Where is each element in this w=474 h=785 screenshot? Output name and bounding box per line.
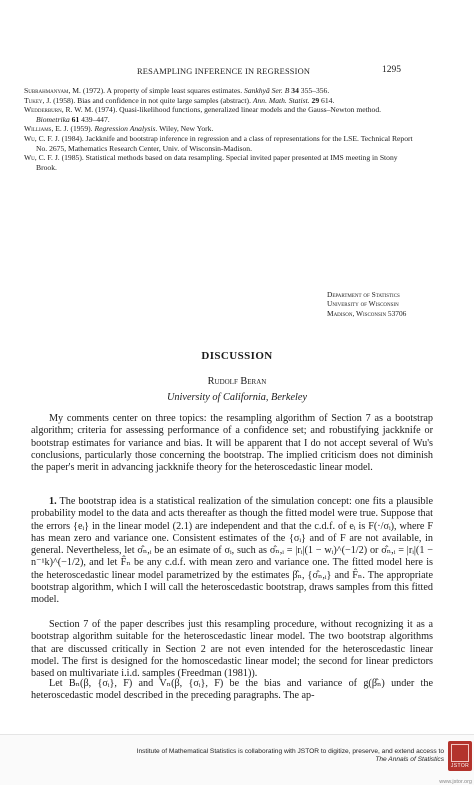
ref-pages: 355–356. [300,86,330,95]
footer-journal-link[interactable]: The Annals of Statistics [375,756,444,764]
ref-author: Wedderburn, R. W. M. [24,105,94,115]
reference-item [24,134,416,153]
paragraph-section-1 [31,496,433,607]
paragraph-intro [31,413,433,474]
ref-author: Wu, C. F. J. [24,153,60,163]
address-line: University of Wisconsin [327,299,399,309]
ref-journal: Regression Analysis. [94,124,158,134]
ref-journal: Sankhyā Ser. B [244,86,290,95]
paragraph-text: Let Bₙ(β, {σᵢ}, F) and Vₙ(β, {σᵢ}, F) be the bias and variance of g(β̂ₙ) under the heteroscedastic model described in the preceding paragraphs. The ap- [31,678,433,702]
section-title: DISCUSSION [201,350,273,362]
paragraph-section-7 [31,619,433,680]
ref-text: (1959). [70,124,93,134]
ref-journal: Ann. Math. Statist. [252,95,310,105]
reference-item [24,124,416,134]
paragraph-bias-variance [31,678,433,703]
ref-volume: 29 [311,95,320,105]
reference-item [24,105,416,124]
ref-pages: Wiley, New York. [159,124,214,134]
footer-notice [137,748,444,764]
paragraph-text [31,496,433,607]
address-line: Madison, Wisconsin 53706 [327,308,407,318]
ref-author: Williams, E. J. [24,124,69,134]
paragraph-body: The bootstrap idea is a statistical realization of the simulation concept: one fits a plausible probability model to the data and acts thereafter as though the fitted model were true. Suppose that the errors {eᵢ} in the linear model (2.1) are independent and that the c.d.f. of eᵢ is F(·/σᵢ), where F has mean zero and variance one. Consistent estimates of the {σᵢ} and of F are not available, in general. Nevertheless, let σ̂ₙ,ᵢ be an esimate of σᵢ, such as σ̂ₙ,ᵢ = |rᵢ|(1 − wᵢ)^(−1/2) or σ̂ₙ,ᵢ = |rᵢ|(1 − n⁻¹k)^(−1/2), and let F̂ₙ be any c.d.f. with mean zero and variance one. The fitted model here is the heteroscedastic linear model parametrized by the estimates β̂ₙ, {σ̂ₙ,ᵢ} and F̂ₙ. The appropriate bootstrap algorithm, which I will call the heteroscedastic bootstrap, draws samples from this fitted model. [31,496,433,606]
author-address [327,290,406,318]
ref-volume: 61 [71,114,80,124]
paragraph-text: Section 7 of the paper describes just this resampling procedure, without recognizing it as a bootstrap algorithm suitable for the heteroscedastic linear model. The two bootstrap algorithms that are discussed critically in Section 2 are not even intended for the heteroscedastic linear model. The first is designed for the homoscedastic linear model; the second for linear predictors based on multivariate i.i.d. samples (Freedman (1981)). [31,619,433,680]
ref-text: (1958). Bias and confidence in not quite large samples (abstract). [53,95,251,105]
ref-journal: Biometrika [36,114,70,124]
page-number: 1295 [382,65,401,75]
paragraph-text: My comments center on three topics: the resampling algorithm of Section 7 as a bootstrap algorithm; criteria for assessing performance of a confidence set; and robustifying jackknife or bootstrap estimates for variance and bias. It will be apparent that I do not accept several of Wu's conclusions, particularly those concerning the bootstrap. The implied criticism does not diminish the paper's merit in advancing jackknife theory for the heteroscedastic linear model. [31,413,433,474]
ref-text: (1974). Quasi-likelihood functions, generalized linear models and the Gauss–Newton method. [95,105,382,115]
reference-list [24,86,416,172]
discussant-name: Rudolf Beran [207,376,267,387]
ref-text: (1972). A property of simple least squares estimates. [82,86,243,95]
ref-volume: 34 [291,86,299,95]
discussant-affiliation: University of California, Berkeley [166,392,308,403]
ref-text: (1984). Jackknife and bootstrap inference in regression and a class of representations for the LSE. Technical Report No. 2675, Mathematics Research Center, Univ. of Wisconsin-Madison. [36,133,413,153]
ref-author: Wu, C. F. J. [24,133,60,143]
jstor-emblem-icon [451,744,469,762]
ref-pages: 439–447. [81,114,110,124]
section-number: 1. [49,496,57,507]
reference-item [24,153,416,172]
footer-line: Institute of Mathematical Statistics is collaborating with JSTOR to digitize, preserve, and extend access to [136,748,444,755]
ref-author: Subrahmanyam, M. [24,86,81,95]
jstor-url-link[interactable]: www.jstor.org [439,779,472,785]
ref-text: (1985). Statistical methods based on data resampling. Special invited paper presented at IMS meeting in Stony Brook. [36,153,398,172]
reference-item [24,96,416,106]
jstor-logo-icon[interactable] [448,741,472,771]
reference-item [24,86,416,96]
jstor-footer [0,734,474,785]
ref-author: Tukey, J. [24,95,52,105]
address-line: Department of Statistics [327,290,400,299]
running-title: RESAMPLING INFERENCE IN REGRESSION [137,67,311,76]
jstor-logo-text: JSTOR [450,763,470,769]
ref-pages: 614. [321,95,335,105]
